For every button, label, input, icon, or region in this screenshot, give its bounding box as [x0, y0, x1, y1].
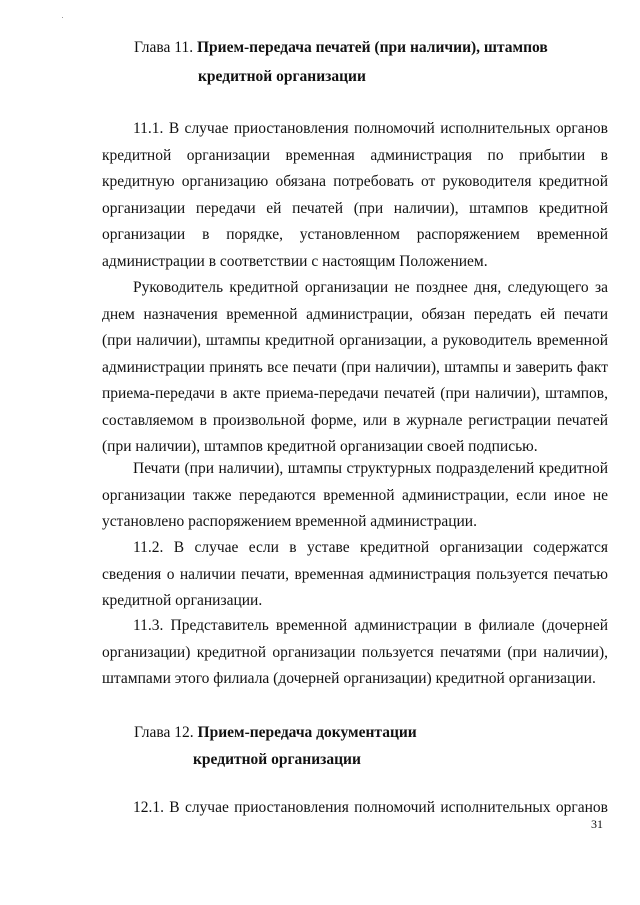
- chapter-11-title-line2: кредитной организации: [198, 68, 366, 85]
- paragraph-11-3: 11.3. Представитель временной администрации в филиале (дочерней организации) кредитной организации пользуется печатями (при наличии), штампами этого филиала (дочерней организации) кредитной организации.: [102, 617, 608, 687]
- paragraph-11-2: 11.2. В случае если в уставе кредитной организации содержатся сведения о наличии печати, временная администрация пользуется печатью кредитной организации.: [102, 539, 608, 609]
- chapter-12-prefix: Глава 12.: [134, 724, 198, 741]
- chapter-12-title: Прием-передача документации: [197, 724, 417, 741]
- paragraph-11-1-continued: Руководитель кредитной организации не позднее дня, следующего за днем назначения временной администрации, обязан передать ей печати (при наличии), штампы кредитной организации, а руководитель временной администрации принять все печати (при наличии), штампы и заверить факт приема-передачи в акте приема-передачи печатей (при наличии), штампов, составляемом в произвольной форме, или в журнале регистрации печатей (при наличии), штампов кредитной организации своей подписью.: [102, 279, 608, 455]
- chapter-11-prefix: Глава 11.: [134, 39, 197, 56]
- chapter-11-title-line1: [134, 33, 548, 62]
- chapter-11-title: Прием-передача печатей (при наличии), штампов: [196, 39, 548, 56]
- chapter-12-title-line1: [134, 718, 417, 747]
- page-number: 31: [591, 817, 603, 831]
- scan-speck: [62, 17, 63, 18]
- paragraph-11-1-stamps: Печати (при наличии), штампы структурных подразделений кредитной организации также передаются временной администрации, если иное не установлено распоряжением временной администрации.: [102, 460, 608, 530]
- paragraph-11-1: 11.1. В случае приостановления полномочий исполнительных органов кредитной организации временная администрация по прибытии в кредитную организацию обязана потребовать от руководителя кредитной организации передачи ей печатей (при наличии), штампов кредитной организации в порядке, установленном распоряжением временной администрации в соответствии с настоящим Положением.: [102, 120, 608, 270]
- paragraph-12-1: 12.1. В случае приостановления полномочий исполнительных органов: [133, 799, 608, 816]
- chapter-12-title-line2: кредитной организации: [193, 751, 361, 768]
